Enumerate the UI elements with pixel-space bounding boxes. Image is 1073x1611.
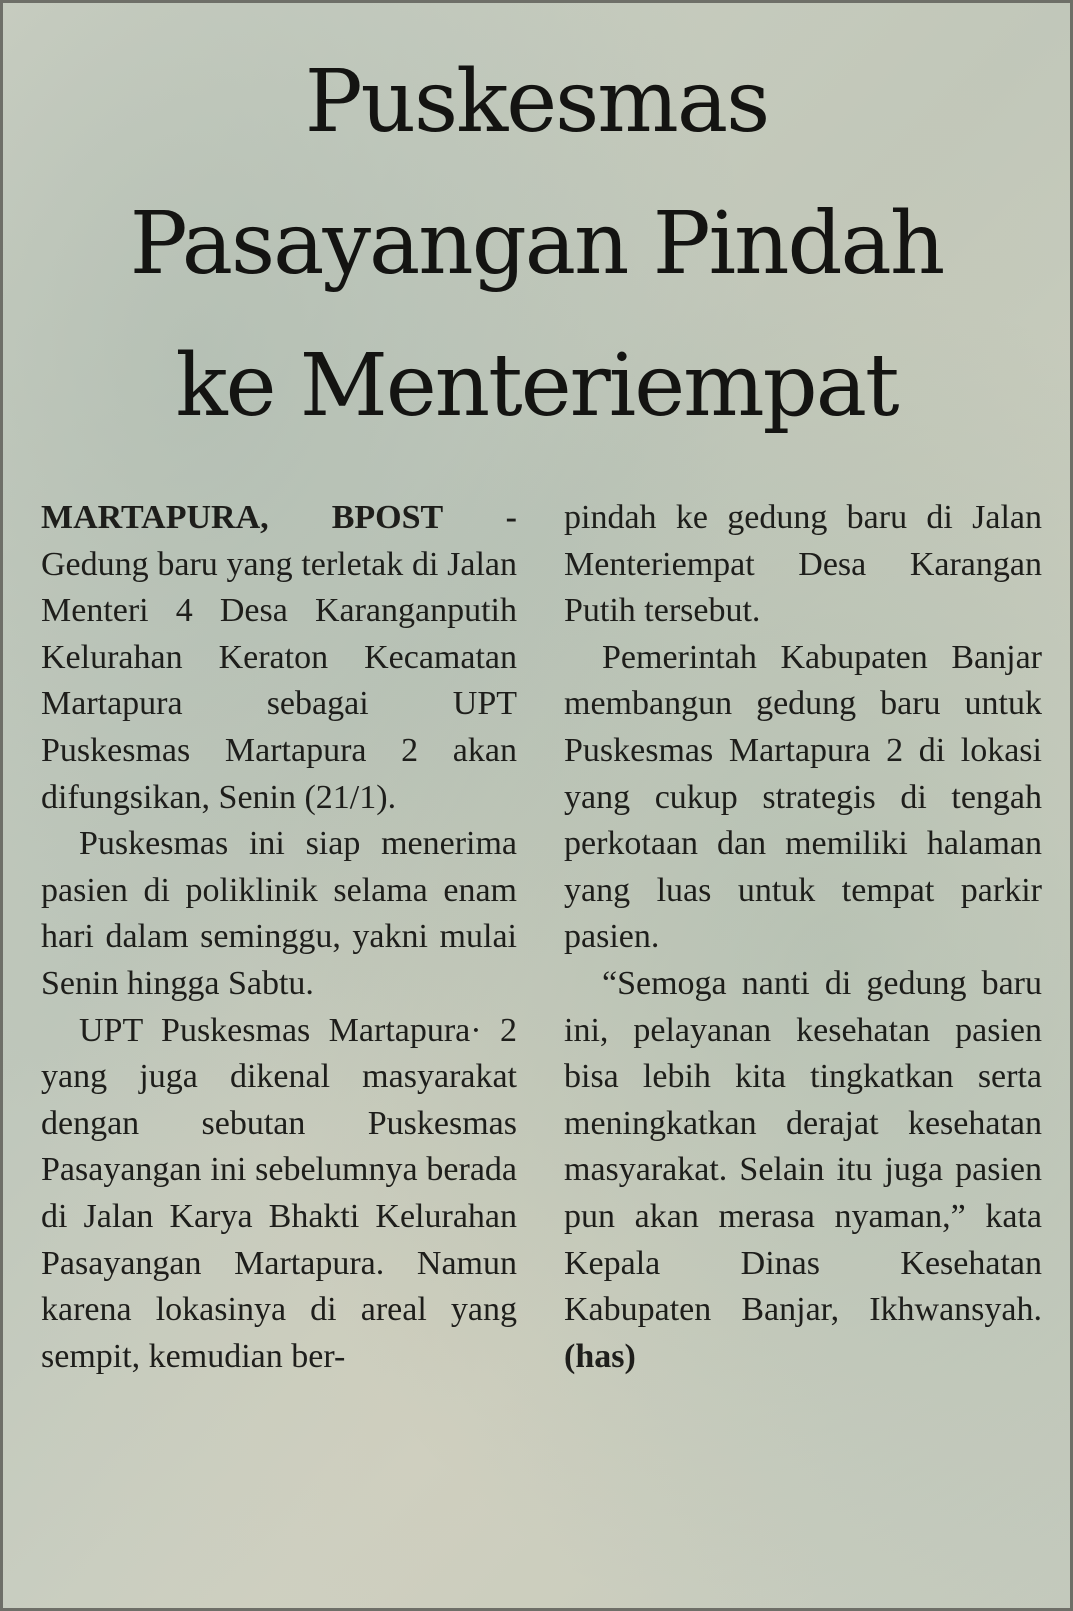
headline-line-1: Puskesmas bbox=[304, 52, 769, 152]
paragraph-5-text: “Semoga nanti di gedung baru ini, pelayanan kesehatan pasien bisa lebih kita tingkatkan serta meningkatkan derajat kesehatan masyarakat. Selain itu juga pasien pun akan merasa nyaman,” kata Kepala Dinas Kesehatan Kabupaten Banjar, Ikhwansyah. bbox=[564, 964, 1042, 1329]
dateline: MARTAPURA, BPOST - bbox=[41, 499, 517, 536]
headline-line-2: Pasayangan Pindah bbox=[129, 194, 944, 294]
article-paragraph-4: Pemerintah Kabupaten Banjar membangun gedung baru untuk Puskesmas Martapura 2 di lokasi yang cukup strategis di tengah perkotaan dan memiliki halaman yang luas untuk tempat parkir pasien. bbox=[564, 638, 1042, 956]
article-paragraph-3-start: UPT Puskesmas Martapura· 2 yang juga dikenal masyarakat dengan sebutan Puskesmas Pasayangan ini sebelumnya berada di Jalan Karya Bhakti Kelurahan Pasayangan Martapura. Namun karena lokasinya di areal yang sempit, kemudian ber- bbox=[41, 1011, 517, 1375]
article-column-right bbox=[564, 495, 1042, 1380]
article-paragraph-5 bbox=[564, 961, 1042, 1380]
article-paragraph-1 bbox=[41, 495, 517, 821]
article-column-left bbox=[41, 495, 517, 1380]
headline bbox=[3, 31, 1070, 457]
article-paragraph-2: Puskesmas ini siap menerima pasien di poliklinik selama enam hari dalam seminggu, yakni mulai Senin hingga Sabtu. bbox=[41, 825, 517, 1002]
headline-line-3: ke Menteriempat bbox=[175, 336, 898, 436]
paragraph-1-text: Gedung baru yang terletak di Jalan Menteri 4 Desa Karanganputih Kelurahan Keraton Kecamatan Martapura sebagai UPT Puskesmas Martapura 2 akan difungsikan, Senin (21/1). bbox=[41, 545, 517, 816]
article-paragraph-3-end: pindah ke gedung baru di Jalan Menteriempat Desa Karangan Putih tersebut. bbox=[564, 499, 1042, 630]
byline-initials: (has) bbox=[564, 1337, 636, 1375]
